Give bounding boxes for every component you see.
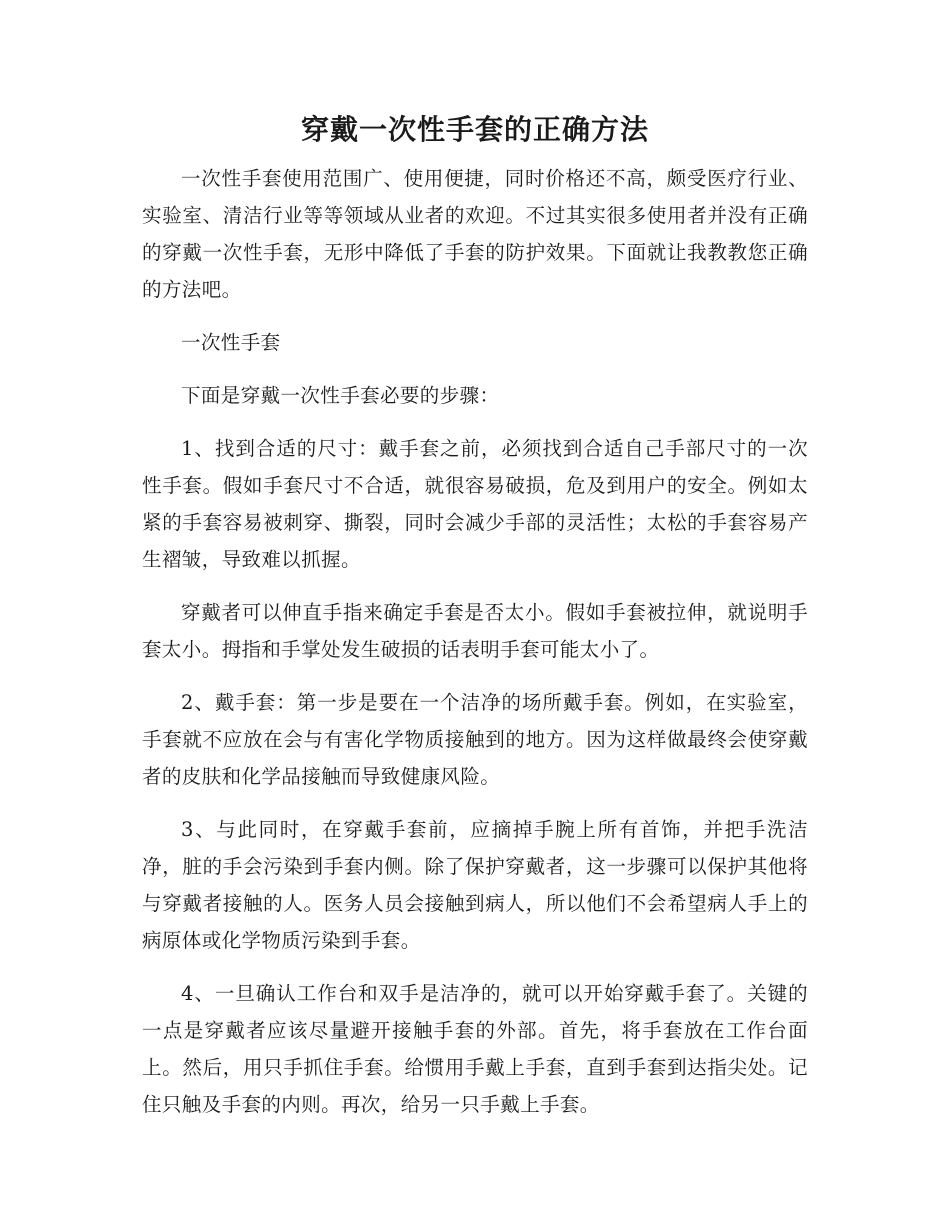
document-page bbox=[142, 110, 808, 1139]
document-title: 穿戴一次性手套的正确方法 bbox=[300, 113, 649, 146]
paragraph-step-3: 3、与此同时，在穿戴手套前，应摘掉手腕上所有首饰，并把手洗洁净，脏的手会污染到手套内侧。除了保护穿戴者，这一步骤可以保护其他将与穿戴者接触的人。医务人员会接触到病人，所以他们不会希望病人手上的病原体或化学物质污染到手套。 bbox=[142, 818, 808, 952]
paragraph-steps-intro: 下面是穿戴一次性手套必要的步骤： bbox=[181, 384, 500, 407]
paragraph-step-2: 2、戴手套：第一步是要在一个洁净的场所戴手套。例如，在实验室，手套就不应放在会与有害化学物质接触到的地方。因为这样做最终会使穿戴者的皮肤和化学品接触而导致健康风险。 bbox=[142, 691, 808, 788]
paragraph-image-caption: 一次性手套 bbox=[181, 331, 281, 354]
paragraph-step-1: 1、找到合适的尺寸：戴手套之前，必须找到合适自己手部尺寸的一次性手套。假如手套尺寸不合适，就很容易破损，危及到用户的安全。例如太紧的手套容易被刺穿、撕裂，同时会减少手部的灵活性；太松的手套容易产生褶皱，导致难以抓握。 bbox=[142, 437, 808, 571]
paragraph-intro: 一次性手套使用范围广、使用便捷，同时价格还不高，颇受医疗行业、实验室、清洁行业等等领域从业者的欢迎。不过其实很多使用者并没有正确的穿戴一次性手套，无形中降低了手套的防护效果。下面就让我教教您正确的方法吧。 bbox=[142, 167, 808, 301]
paragraph-size-check: 穿戴者可以伸直手指来确定手套是否太小。假如手套被拉伸，就说明手套太小。拇指和手掌处发生破损的话表明手套可能太小了。 bbox=[142, 601, 808, 661]
paragraph-step-4: 4、一旦确认工作台和双手是洁净的，就可以开始穿戴手套了。关键的一点是穿戴者应该尽量避开接触手套的外部。首先，将手套放在工作台面上。然后，用只手抓住手套。给惯用手戴上手套，直到手套到达指尖处。记住只触及手套的内则。再次，给另一只手戴上手套。 bbox=[142, 982, 808, 1116]
